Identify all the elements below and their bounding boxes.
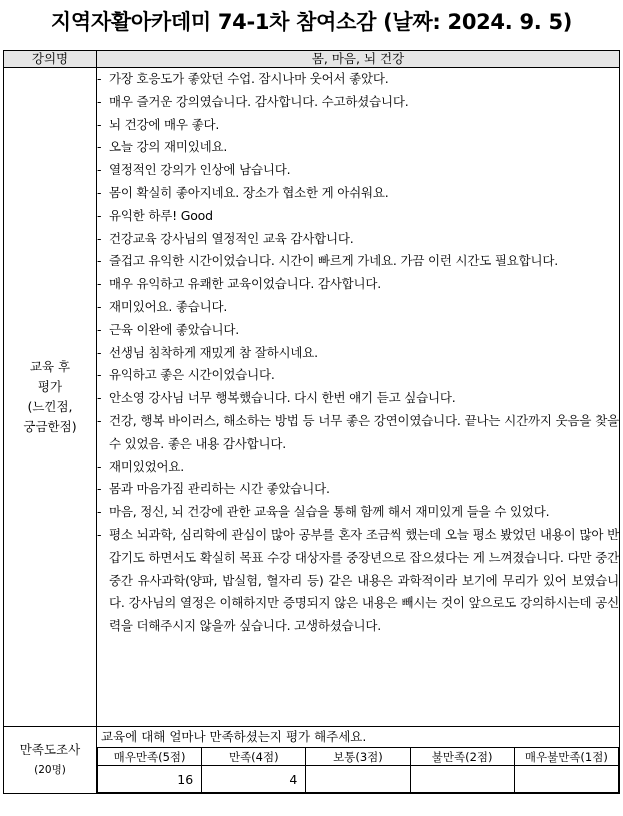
evaluation-row	[4, 68, 620, 727]
evaluation-label-line: (느낀점,	[27, 399, 73, 414]
document-title: 지역자활아카데미 74-1차 참여소감 (날짜: 2024. 9. 5)	[50, 10, 573, 34]
lecture-name-label: 강의명	[4, 51, 97, 68]
satisfaction-options-row	[98, 748, 619, 766]
comment-item: - 건강교육 강사님의 열정적인 교육 감사합니다.	[97, 228, 619, 251]
comment-item: - 매우 유익하고 유쾌한 교육이었습니다. 감사합니다.	[97, 273, 619, 296]
satisfaction-label-text: 만족도조사	[19, 742, 81, 757]
comment-item: - 뇌 건강에 매우 좋다.	[97, 114, 619, 137]
evaluation-label-line: 평가	[37, 379, 63, 394]
evaluation-label-line: 교육 후	[29, 359, 71, 374]
satisfaction-label	[4, 727, 97, 794]
respondent-count: (20명)	[34, 764, 66, 776]
lecture-name-value: 몸, 마음, 뇌 건강	[97, 51, 620, 68]
value-very-dissatisfied	[514, 766, 618, 793]
comment-item: - 가장 호응도가 좋았던 수업. 잠시나마 웃어서 좋았다.	[97, 68, 619, 91]
option-satisfied: 만족(4점)	[202, 748, 306, 766]
satisfaction-table	[97, 747, 619, 793]
comment-item: - 재미있었어요.	[97, 456, 619, 479]
option-dissatisfied: 불만족(2점)	[410, 748, 514, 766]
value-neutral	[306, 766, 410, 793]
header-row	[4, 51, 620, 68]
evaluation-label	[4, 68, 97, 727]
comment-item: - 즐겁고 유익한 시간이었습니다. 시간이 빠르게 가네요. 가끔 이런 시간도 필요합니다.	[97, 250, 619, 273]
option-very-dissatisfied: 매우불만족(1점)	[514, 748, 618, 766]
satisfaction-values-row	[98, 766, 619, 793]
comment-item: - 안소영 강사님 너무 행복했습니다. 다시 한번 얘기 듣고 싶습니다.	[97, 387, 619, 410]
value-dissatisfied	[410, 766, 514, 793]
satisfaction-cell	[97, 727, 620, 794]
comment-item: - 열정적인 강의가 인상에 남습니다.	[97, 159, 619, 182]
comment-item: - 오늘 강의 재미있네요.	[97, 136, 619, 159]
satisfaction-question: 교육에 대해 얼마나 만족하셨는지 평가 해주세요.	[101, 729, 367, 744]
option-neutral: 보통(3점)	[306, 748, 410, 766]
comment-item: - 평소 뇌과학, 심리학에 관심이 많아 공부를 혼자 조금씩 했는데 오늘 평소 봤었던 내용이 많아 반갑기도 하면서도 확실히 목표 수강 대상자를 중장년으로 잡으셨다는 게 느껴졌습니다. 다만 중간중간 유사과학(양파, 밥실험, 혈자리 등) 같은 내용은 과학적이라 보기에 무리가 있어 보였습니다. 강사님의 열정은 이해하지만 증명되지 않은 내용은 빼시는 것이 앞으로도 강의하시는데 공신력을 더해주시지 않을까 싶습니다. 고생하셨습니다.	[97, 524, 619, 638]
comment-item: - 선생님 침착하게 재밌게 참 잘하시네요.	[97, 342, 619, 365]
comment-item: - 몸과 마음가짐 관리하는 시간 좋았습니다.	[97, 478, 619, 501]
comment-item: - 마음, 정신, 뇌 건강에 관한 교육을 실습을 통해 함께 해서 재미있게 들을 수 있었다.	[97, 501, 619, 524]
comment-item: - 유익한 하루! Good	[97, 205, 619, 228]
comment-item: - 근육 이완에 좋았습니다.	[97, 319, 619, 342]
satisfaction-row	[4, 727, 620, 794]
value-very-satisfied: 16	[98, 766, 202, 793]
comment-item: - 매우 즐거운 강의였습니다. 감사합니다. 수고하셨습니다.	[97, 91, 619, 114]
comments-list	[97, 68, 619, 638]
comment-item: - 몸이 확실히 좋아지네요. 장소가 협소한 게 아쉬워요.	[97, 182, 619, 205]
evaluation-label-line: 궁금한점)	[23, 419, 77, 434]
comment-item: - 재미있어요. 좋습니다.	[97, 296, 619, 319]
comment-item: - 건강, 행복 바이러스, 해소하는 방법 등 너무 좋은 강연이였습니다. 끝나는 시간까지 웃음을 찾을 수 있었음. 좋은 내용 감사합니다.	[97, 410, 619, 456]
evaluation-table	[3, 50, 620, 794]
comments-cell	[97, 68, 620, 727]
option-very-satisfied: 매우만족(5점)	[98, 748, 202, 766]
value-satisfied: 4	[202, 766, 306, 793]
comment-item: - 유익하고 좋은 시간이었습니다.	[97, 364, 619, 387]
